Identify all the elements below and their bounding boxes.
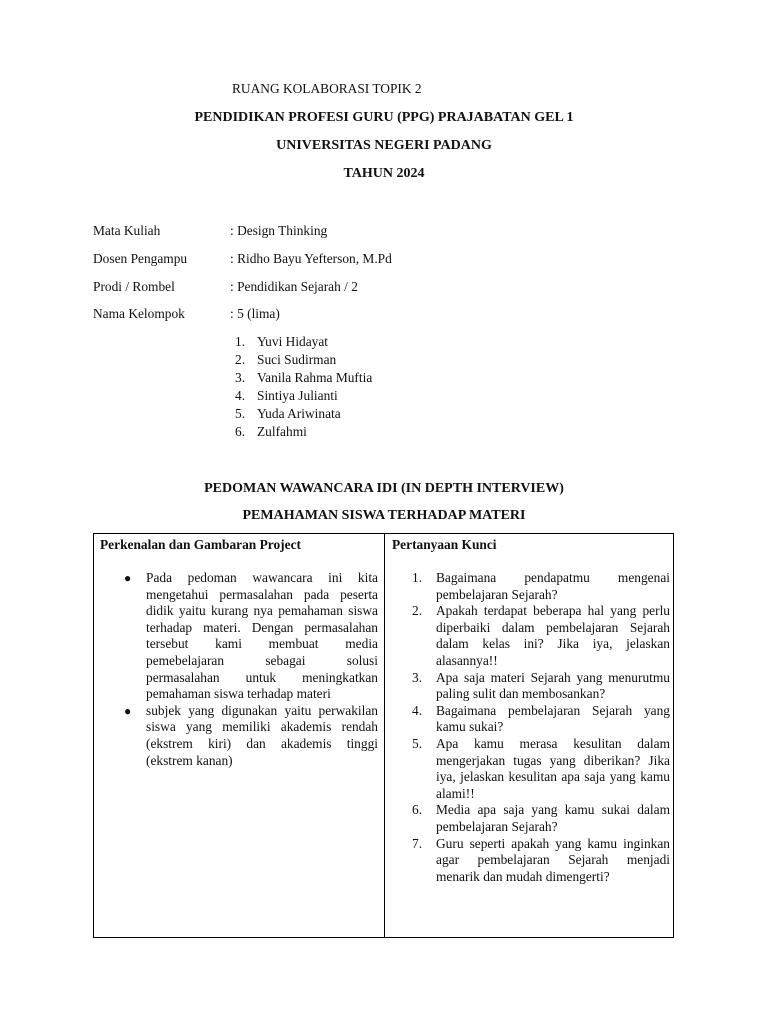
info-label: Nama Kelompok [93,306,185,321]
list-item [235,406,372,424]
info-value: : Design Thinking [230,223,328,238]
list-item-text: Pada pedoman wawancara ini kita mengetahui permasalahan pada peserta didik yaitu kurang nya pemahaman siswa terhadap materi. Dengan permasalahan tersebut kami membuat media pemebelajaran sebagai solusi permasalahan untuk meningkatkan pemahaman siswa terhadap materi [146,570,378,702]
member-name: Vanila Rahma Muftia [257,370,373,385]
list-number: 2. [235,352,246,367]
bullet-icon: ● [124,571,132,585]
list-number: 1. [412,570,423,585]
right-column-header: Pertanyaan Kunci [392,537,497,552]
info-label: Mata Kuliah [93,223,161,238]
question-text: Bagaimana pembelajaran Sejarah yang kamu sukai? [436,702,670,735]
list-number: 3. [235,370,246,385]
list-item [412,836,670,886]
header-line-3: UNIVERSITAS NEGERI PADANG [276,138,492,153]
list-number: 6. [235,424,246,439]
list-item [120,570,378,703]
info-value: : Ridho Bayu Yefterson, M.Pd [230,251,392,266]
question-text: Media apa saja yang kamu sukai dalam pembelajaran Sejarah? [436,802,670,834]
question-text: Bagaimana pendapatmu mengenai pembelajaran Sejarah? [436,570,670,602]
member-name: Zulfahmi [257,424,307,439]
info-value: : Pendidikan Sejarah / 2 [230,279,358,294]
header-line-1: RUANG KOLABORASI TOPIK 2 [232,81,422,96]
list-number: 4. [412,702,423,718]
list-number: 5. [235,406,246,421]
list-number: 6. [412,802,423,818]
list-item [235,424,372,442]
list-item [412,570,670,603]
column-divider [384,534,385,937]
question-text: Apakah terdapat beberapa hal yang perlu diperbaiki dalam pembelajaran Sejarah dalam kelas ini? Jika iya, jelaskan alasannya!! [436,603,670,668]
member-name: Yuvi Hidayat [257,334,329,349]
member-name: Suci Sudirman [257,352,337,367]
header-line-2: PENDIDIKAN PROFESI GURU (PPG) PRAJABATAN GEL 1 [194,110,574,125]
list-number: 4. [235,388,246,403]
list-item [235,334,372,352]
list-number: 2. [412,603,423,619]
key-questions-list [412,570,670,885]
list-item [235,352,372,370]
interview-table [93,533,674,938]
header-line-4: TAHUN 2024 [343,166,425,181]
info-label: Prodi / Rombel [93,279,175,294]
list-number: 3. [412,669,423,685]
list-item [120,703,378,769]
section-subtitle: PEMAHAMAN SISWA TERHADAP MATERI [242,508,526,523]
member-list [235,334,372,442]
list-item [412,603,670,669]
list-number: 7. [412,835,423,851]
list-item [235,388,372,406]
question-text: Apa saja materi Sejarah yang menurutmu paling sulit dan membosankan? [436,669,670,702]
bullet-icon: ● [124,703,132,718]
list-number: 1. [235,334,246,349]
list-number: 5. [412,735,423,751]
left-column-header: Perkenalan dan Gambaran Project [100,537,301,552]
member-name: Yuda Ariwinata [257,406,341,421]
member-name: Sintiya Julianti [257,388,338,403]
question-text: Apa kamu merasa kesulitan dalam mengerjakan tugas yang diberikan? Jika iya, jelaskan kesulitan apa saja yang kamu alami!! [436,735,670,801]
list-item [412,703,670,736]
list-item [412,802,670,835]
info-value: : 5 (lima) [230,306,280,321]
list-item [412,736,670,802]
section-title: PEDOMAN WAWANCARA IDI (IN DEPTH INTERVIEW) [204,481,564,496]
question-text: Guru seperti apakah yang kamu inginkan agar pembelajaran Sejarah menjadi menarik dan mudah dimengerti? [436,835,670,884]
list-item [235,370,372,388]
project-description-list [120,570,378,769]
list-item-text: subjek yang digunakan yaitu perwakilan siswa yang memiliki akademis rendah (ekstrem kiri) dan akademis tinggi (ekstrem kanan) [146,702,378,768]
list-item [412,670,670,703]
info-label: Dosen Pengampu [93,251,188,266]
